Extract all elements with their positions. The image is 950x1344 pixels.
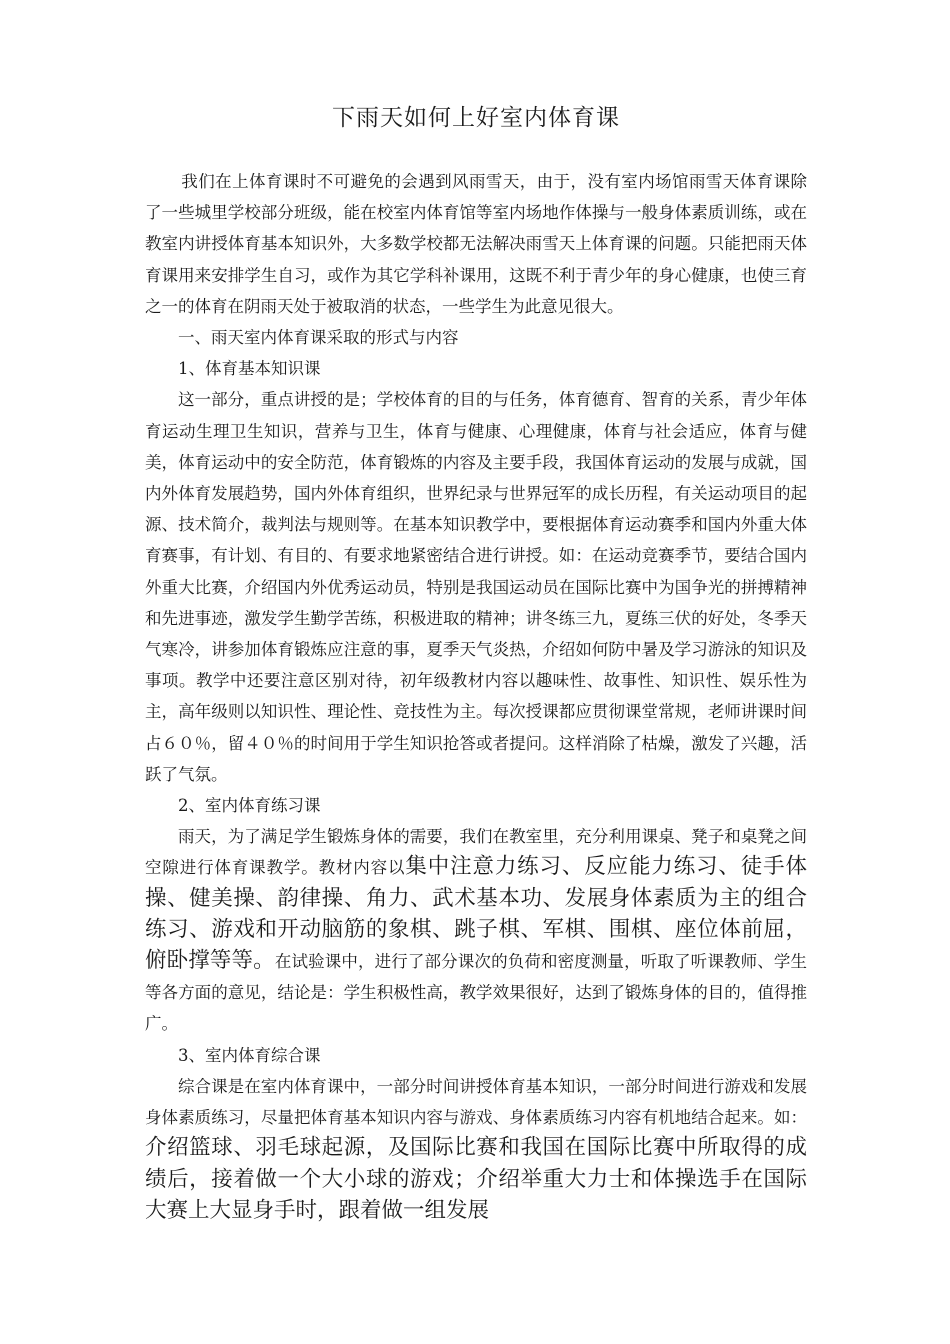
paragraph-2-text-a: 雨天，为了满足学生锻炼身体的需要，我们在教室里，充分利用课桌、凳子和桌凳之间空隙进行体育课教学。教材内容以	[145, 827, 807, 878]
document-title: 下雨天如何上好室内体育课	[332, 105, 620, 131]
paragraph-3-large-text: 介绍篮球、羽毛球起源，及国际比赛和我国在国际比赛中所取得的成绩后，接着做一个大小球的游戏；介绍举重大力士和体操选手在国际大赛上大显身手时，跟着做一组发展	[145, 1135, 807, 1223]
section-heading: 一、雨天室内体育课采取的形式与内容	[178, 328, 459, 348]
subsection-paragraph-3	[145, 1071, 807, 1227]
paragraph-2-text-b: 在试验课中，进行了部分课次的负荷和密度测量，听取了听课教师、学生等各方面的意见，结论是：学生积极性高，教学效果很好，达到了锻炼身体的目的，值得推广。	[145, 952, 807, 1034]
subsection-paragraph-1: 这一部分，重点讲授的是；学校体育的目的与任务，体育德育、智育的关系，青少年体育运动生理卫生知识，营养与卫生，体育与健康、心理健康，体育与社会适应，体育与健美，体育运动中的安全防范，体育锻炼的内容及主要手段，我国体育运动的发展与成就，国内外体育发展趋势，国内外体育组织，世界纪录与世界冠军的成长历程，有关运动项目的起源、技术简介，裁判法与规则等。在基本知识教学中，要根据体育运动赛季和国内外重大体育赛事，有计划、有目的、有要求地紧密结合进行讲授。如：在运动竞赛季节，要结合国内外重大比赛，介绍国内外优秀运动员，特别是我国运动员在国际比赛中为国争光的拼搏精神和先进事迹，激发学生勤学苦练，积极进取的精神；讲冬练三九，夏练三伏的好处，冬季天气寒冷，讲参加体育锻炼应注意的事，夏季天气炎热，介绍如何防中暑及学习游泳的知识及事项。教学中还要注意区别对待，初年级教材内容以趣味性、故事性、知识性、娱乐性为主，高年级则以知识性、理论性、竞技性为主。每次授课都应贯彻课堂常规，老师讲课时间占６０％，留４０％的时间用于学生知识抢答或者提问。这样消除了枯燥，激发了兴趣，活跃了气氛。	[145, 390, 807, 784]
subsection-heading-1: 1、体育基本知识课	[178, 359, 321, 379]
paragraph-2-large-text: 集中注意力练习、反应能力练习、徒手体操、健美操、韵律操、角力、武术基本功、发展身体素质为主的组合练习、游戏和开动脑筋的象棋、跳子棋、军棋、围棋、座位体前屈，俯卧撑等等。	[145, 854, 807, 974]
subsection-paragraph-2	[145, 821, 807, 1039]
subsection-heading-2: 2、室内体育练习课	[178, 796, 321, 816]
intro-paragraph: 我们在上体育课时不可避免的会遇到风雨雪天，由于，没有室内场馆雨雪天体育课除了一些城里学校部分班级，能在校室内体育馆等室内场地作体操与一般身体素质训练，或在教室内讲授体育基本知识外，大多数学校都无法解决雨雪天上体育课的问题。只能把雨天体育课用来安排学生自习，或作为其它学科补课用，这既不利于青少年的身心健康，也使三育之一的体育在阴雨天处于被取消的状态，一些学生为此意见很大。	[145, 172, 807, 316]
document-page	[145, 100, 807, 1227]
subsection-heading-3: 3、室内体育综合课	[178, 1045, 321, 1065]
paragraph-3-text-a: 综合课是在室内体育课中，一部分时间讲授体育基本知识，一部分时间进行游戏和发展身体素质练习，尽量把体育基本知识内容与游戏、身体素质练习内容有机地结合起来。如：	[145, 1076, 807, 1128]
